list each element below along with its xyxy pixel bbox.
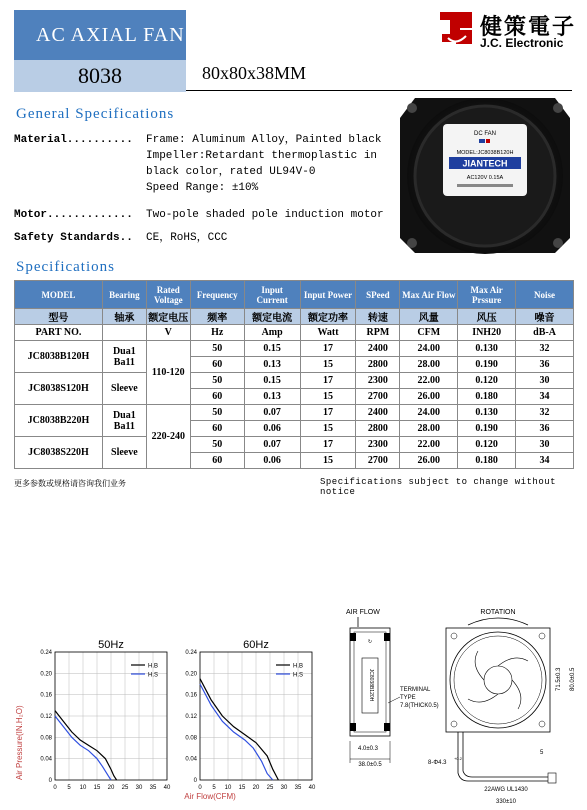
unit-cell [102, 325, 146, 341]
bearing-cell: Sleeve [102, 373, 146, 405]
model-banner [14, 60, 186, 92]
y-tick-label: 0.12 [185, 714, 197, 720]
rotation-arrow-icon: ↻ [367, 639, 373, 645]
noise-cell: 36 [516, 421, 574, 437]
noise-cell: 32 [516, 405, 574, 421]
current-cell: 0.15 [244, 373, 300, 389]
power-cell: 15 [300, 421, 356, 437]
header-cell: Input Current [244, 281, 300, 309]
current-cell: 0.06 [244, 421, 300, 437]
power-cell: 17 [300, 405, 356, 421]
speed-cell: 2800 [356, 421, 400, 437]
legend-label: H.B [148, 663, 159, 670]
product-type: AC AXIAL FAN [36, 23, 185, 46]
airflow-cell: 22.00 [400, 373, 458, 389]
table-units-row [15, 325, 574, 341]
x-tick-label: 10 [224, 785, 232, 791]
noise-cell: 32 [516, 341, 574, 357]
x-tick-label: 15 [93, 785, 101, 791]
unit-cell: Amp [244, 325, 300, 341]
company-name-en: J.C. Electronic [480, 36, 564, 50]
x-tick-label: 25 [121, 785, 129, 791]
unit-cell: Hz [190, 325, 244, 341]
motor-label: Motor............. [14, 209, 133, 221]
current-cell: 0.06 [244, 453, 300, 469]
power-cell: 17 [300, 341, 356, 357]
pressure-cell: 0.120 [458, 373, 516, 389]
company-logo-icon [436, 8, 478, 50]
pressure-cell: 0.120 [458, 437, 516, 453]
unit-cell: CFM [400, 325, 458, 341]
frequency-cell: 50 [190, 437, 244, 453]
speed-cell: 2300 [356, 373, 400, 389]
air-flow-label: AIR FLOW [346, 609, 380, 616]
speed-cell: 2400 [356, 405, 400, 421]
general-specs-title: General Specifications [16, 106, 175, 122]
airflow-cell: 26.00 [400, 389, 458, 405]
safety-label: Safety Standards.. [14, 232, 133, 244]
x-tick-label: 30 [135, 785, 143, 791]
y-tick-label: 0 [48, 778, 52, 784]
y-tick-label: 0.04 [40, 756, 52, 763]
footnote-cn: 更多参数或规格请咨询我们业务 [14, 479, 126, 488]
terminal-line: 7.8(THICK0.5) [400, 703, 439, 709]
header-cell: Max Air Flow [400, 281, 458, 309]
pressure-cell: 0.180 [458, 389, 516, 405]
header-cell: Bearing [102, 281, 146, 309]
material-line: black color，rated UL94V-0 [146, 166, 316, 178]
fan-photo [395, 78, 575, 258]
x-tick-label: 25 [266, 785, 274, 791]
product-type-banner [14, 10, 186, 60]
bearing-cell: Dua1 Ba11 [102, 405, 146, 437]
fan-label-rating: AC120V 0.15A [466, 175, 504, 181]
noise-cell: 30 [516, 373, 574, 389]
specs-table-body [15, 341, 574, 469]
noise-cell: 34 [516, 389, 574, 405]
x-tick-label: 5 [67, 785, 71, 791]
power-cell: 15 [300, 453, 356, 469]
current-cell: 0.15 [244, 341, 300, 357]
voltage-cell: 220-240 [146, 405, 190, 469]
table-header-row [15, 281, 574, 309]
x-tick-label: 35 [149, 785, 157, 791]
airflow-cell: 22.00 [400, 437, 458, 453]
rotation-arrow [468, 618, 528, 625]
y-axis-label: Air Pressure(IN.H₂O) [15, 705, 24, 780]
table-row [15, 405, 574, 421]
header-cn-cell: 型号 [15, 309, 103, 325]
dim-hole: 8-Φ4.3 [428, 760, 447, 766]
y-tick-label: 0.16 [185, 692, 197, 699]
header-cn-cell: 额定功率 [300, 309, 356, 325]
x-tick-label: 0 [53, 785, 57, 791]
bearing-cell: Dua1 Ba11 [102, 341, 146, 373]
dim-715: 71.5±0.3 [556, 667, 562, 691]
header-cn-cell: 风压 [458, 309, 516, 325]
header-cell: Input Power [300, 281, 356, 309]
dim-38: 38.0±0.5 [358, 762, 382, 768]
y-tick-label: 0 [193, 778, 197, 784]
lead-wire [458, 732, 553, 781]
x-tick-label: 0 [198, 785, 202, 791]
x-axis-label: Air Flow(CFM) [184, 792, 236, 801]
header-cn-cell: 噪音 [516, 309, 574, 325]
speed-cell: 2800 [356, 357, 400, 373]
speed-cell: 2300 [356, 437, 400, 453]
power-cell: 15 [300, 357, 356, 373]
frequency-cell: 50 [190, 373, 244, 389]
x-tick-label: 40 [163, 785, 171, 791]
dim-hole-tol: +0.2 [454, 756, 462, 761]
dim-4: 4.0±0.3 [358, 746, 378, 752]
material-line: Frame: Aluminum Alloy，Painted black [146, 134, 382, 146]
x-tick-label: 20 [107, 785, 115, 791]
performance-charts [0, 630, 325, 810]
fan-label-top: DC FAN [473, 131, 497, 137]
x-tick-label: 30 [280, 785, 288, 791]
speed-cell: 2700 [356, 453, 400, 469]
header-cell: Rated Voltage [146, 281, 190, 309]
fan-label-model: MODEL:JC8038B120H [456, 150, 514, 156]
power-cell: 15 [300, 389, 356, 405]
terminal-line: TERMINAL [400, 687, 431, 693]
specs-table [14, 280, 574, 469]
current-cell: 0.07 [244, 437, 300, 453]
pressure-cell: 0.190 [458, 357, 516, 373]
unit-cell: dB-A [516, 325, 574, 341]
mechanical-drawing [328, 603, 583, 808]
header-cell: SPeed [356, 281, 400, 309]
x-tick-label: 40 [308, 785, 316, 791]
fan-dimensions: 80x80x38MM [202, 63, 307, 83]
voltage-cell: 110-120 [146, 341, 190, 405]
dim-5: 5 [540, 750, 544, 756]
table-row [15, 437, 574, 453]
airflow-cell: 24.00 [400, 341, 458, 357]
airflow-cell: 24.00 [400, 405, 458, 421]
unit-cell: Watt [300, 325, 356, 341]
unit-cell: V [146, 325, 190, 341]
rotation-label: ROTATION [480, 609, 516, 616]
legend-label: H.S [148, 672, 159, 679]
noise-cell: 34 [516, 453, 574, 469]
y-tick-label: 0.04 [185, 756, 197, 763]
speed-cell: 2400 [356, 341, 400, 357]
unit-cell: RPM [356, 325, 400, 341]
frequency-cell: 60 [190, 453, 244, 469]
motor-value: Two-pole shaded pole induction motor [146, 209, 384, 221]
model-cell: JC8038B220H [15, 405, 103, 437]
airflow-cell: 28.00 [400, 421, 458, 437]
y-tick-label: 0.08 [40, 735, 52, 742]
header-cn-cell: 额定电流 [244, 309, 300, 325]
company-name-cn: 健策電子 [480, 14, 577, 39]
model-cell: JC8038S120H [15, 373, 103, 405]
header-cn-cell: 轴承 [102, 309, 146, 325]
frequency-cell: 60 [190, 357, 244, 373]
pressure-cell: 0.130 [458, 405, 516, 421]
noise-cell: 36 [516, 357, 574, 373]
x-tick-label: 20 [252, 785, 260, 791]
legend-label: H.S [293, 672, 304, 679]
x-tick-label: 35 [294, 785, 302, 791]
unit-cell: INH20 [458, 325, 516, 341]
y-tick-label: 0.20 [185, 671, 197, 678]
frequency-cell: 50 [190, 341, 244, 357]
pressure-cell: 0.190 [458, 421, 516, 437]
frequency-cell: 50 [190, 405, 244, 421]
bearing-cell: Sleeve [102, 437, 146, 469]
header-cn-cell: 频率 [190, 309, 244, 325]
pressure-cell: 0.180 [458, 453, 516, 469]
legend-label: H.B [293, 663, 304, 670]
table-row [15, 341, 574, 357]
material-line: Impeller:Retardant thermoplastic in [146, 150, 378, 162]
pressure-cell: 0.130 [458, 341, 516, 357]
specs-title: Specifications [16, 259, 115, 275]
header-cn-cell: 转速 [356, 309, 400, 325]
x-tick-label: 5 [212, 785, 216, 791]
frequency-cell: 60 [190, 421, 244, 437]
dim-80: 80.0±0.5 [570, 667, 576, 691]
current-cell: 0.13 [244, 389, 300, 405]
x-tick-label: 10 [79, 785, 87, 791]
material-line: Speed Range: ±10% [146, 182, 259, 194]
fan-label-brand: JIANTECH [462, 158, 508, 169]
table-header-cn-row [15, 309, 574, 325]
speed-cell: 2700 [356, 389, 400, 405]
safety-value: CE，RoHS，CCC [146, 232, 228, 244]
front-view-frame [446, 628, 550, 732]
power-cell: 17 [300, 437, 356, 453]
header-cell: Noise [516, 281, 574, 309]
table-row [15, 373, 574, 389]
unit-cell: PART NO. [15, 325, 103, 341]
footnote-en: Specifications subject to change without notice [320, 477, 557, 497]
chart-title: 50Hz [98, 639, 124, 651]
y-tick-label: 0.08 [185, 735, 197, 742]
y-tick-label: 0.24 [40, 650, 52, 656]
chart-title: 60Hz [243, 639, 269, 651]
airflow-cell: 28.00 [400, 357, 458, 373]
y-tick-label: 0.12 [40, 714, 52, 720]
y-tick-label: 0.24 [185, 650, 197, 656]
dim-330: 330±10 [496, 799, 516, 805]
side-label-text: JC8038B120H [368, 668, 374, 702]
frequency-cell: 60 [190, 389, 244, 405]
y-tick-label: 0.20 [40, 671, 52, 678]
current-cell: 0.07 [244, 405, 300, 421]
header-cell: Frequency [190, 281, 244, 309]
terminal-line: TYPE [400, 695, 416, 701]
x-tick-label: 15 [238, 785, 246, 791]
material-label: Material.......... [14, 134, 133, 146]
header-cell: Max Air Prssure [458, 281, 516, 309]
model-size: 8038 [78, 63, 122, 88]
model-cell: JC8038B120H [15, 341, 103, 373]
header-cn-cell: 风量 [400, 309, 458, 325]
material-value [146, 132, 381, 196]
model-cell: JC8038S220H [15, 437, 103, 469]
power-cell: 17 [300, 373, 356, 389]
airflow-cell: 26.00 [400, 453, 458, 469]
header-cell: MODEL [15, 281, 103, 309]
dim-wire: 22AWG UL1430 [484, 787, 528, 793]
current-cell: 0.13 [244, 357, 300, 373]
header-cn-cell: 额定电压 [146, 309, 190, 325]
y-tick-label: 0.16 [40, 692, 52, 699]
noise-cell: 30 [516, 437, 574, 453]
